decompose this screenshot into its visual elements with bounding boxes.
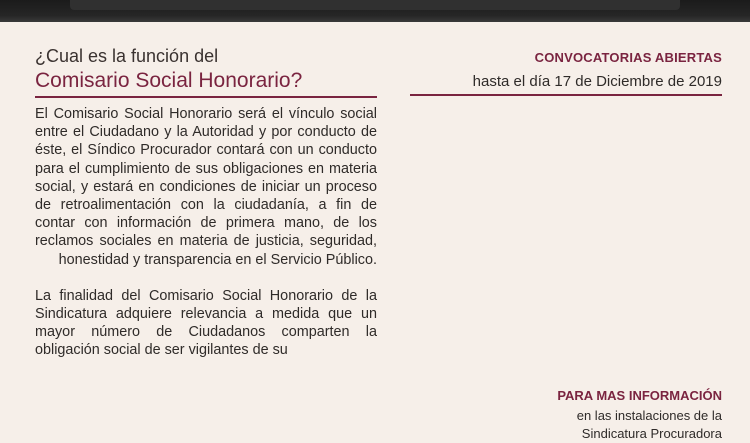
deadline-text: hasta el día 17 de Diciembre de 2019 [472, 73, 722, 90]
more-info-text-continued: Sindicatura Procuradora [581, 426, 722, 441]
more-info-block [450, 388, 722, 443]
deadline-divider [410, 94, 722, 96]
paragraph-function: El Comisario Social Honorario será el vínculo social entre el Ciudadano y la Autoridad y por conducto de éste, el Síndico Procurador contará con un conducto para el cumplimiento de sus obligaciones en materia social, y estará en condiciones de iniciar un proceso de retroalimentación con la ciudadanía, a fin de contar con información de primera mano, de los reclamos sociales en materia de justicia, seguridad, honestidad y transparencia en el Servicio Público. [35, 106, 377, 268]
title-divider [35, 96, 377, 98]
question-line: ¿Cual es la función del [35, 46, 219, 66]
open-calls-label: CONVOCATORIAS ABIERTAS [534, 50, 722, 65]
call-announcement [410, 50, 722, 96]
section-title: Comisario Social Honorario? [35, 69, 303, 92]
header-photo-band [0, 0, 750, 22]
more-info-text: en las instalaciones de la [576, 408, 722, 423]
main-column [35, 46, 377, 360]
header-photo-shade [70, 0, 680, 10]
more-info-label: PARA MAS INFORMACIÓN [557, 388, 722, 403]
paragraph-purpose: La finalidad del Comisario Social Honorario de la Sindicatura adquiere relevancia a medida que un mayor número de Ciudadanos comparten la obligación social de ser vigilantes de su [35, 287, 377, 359]
